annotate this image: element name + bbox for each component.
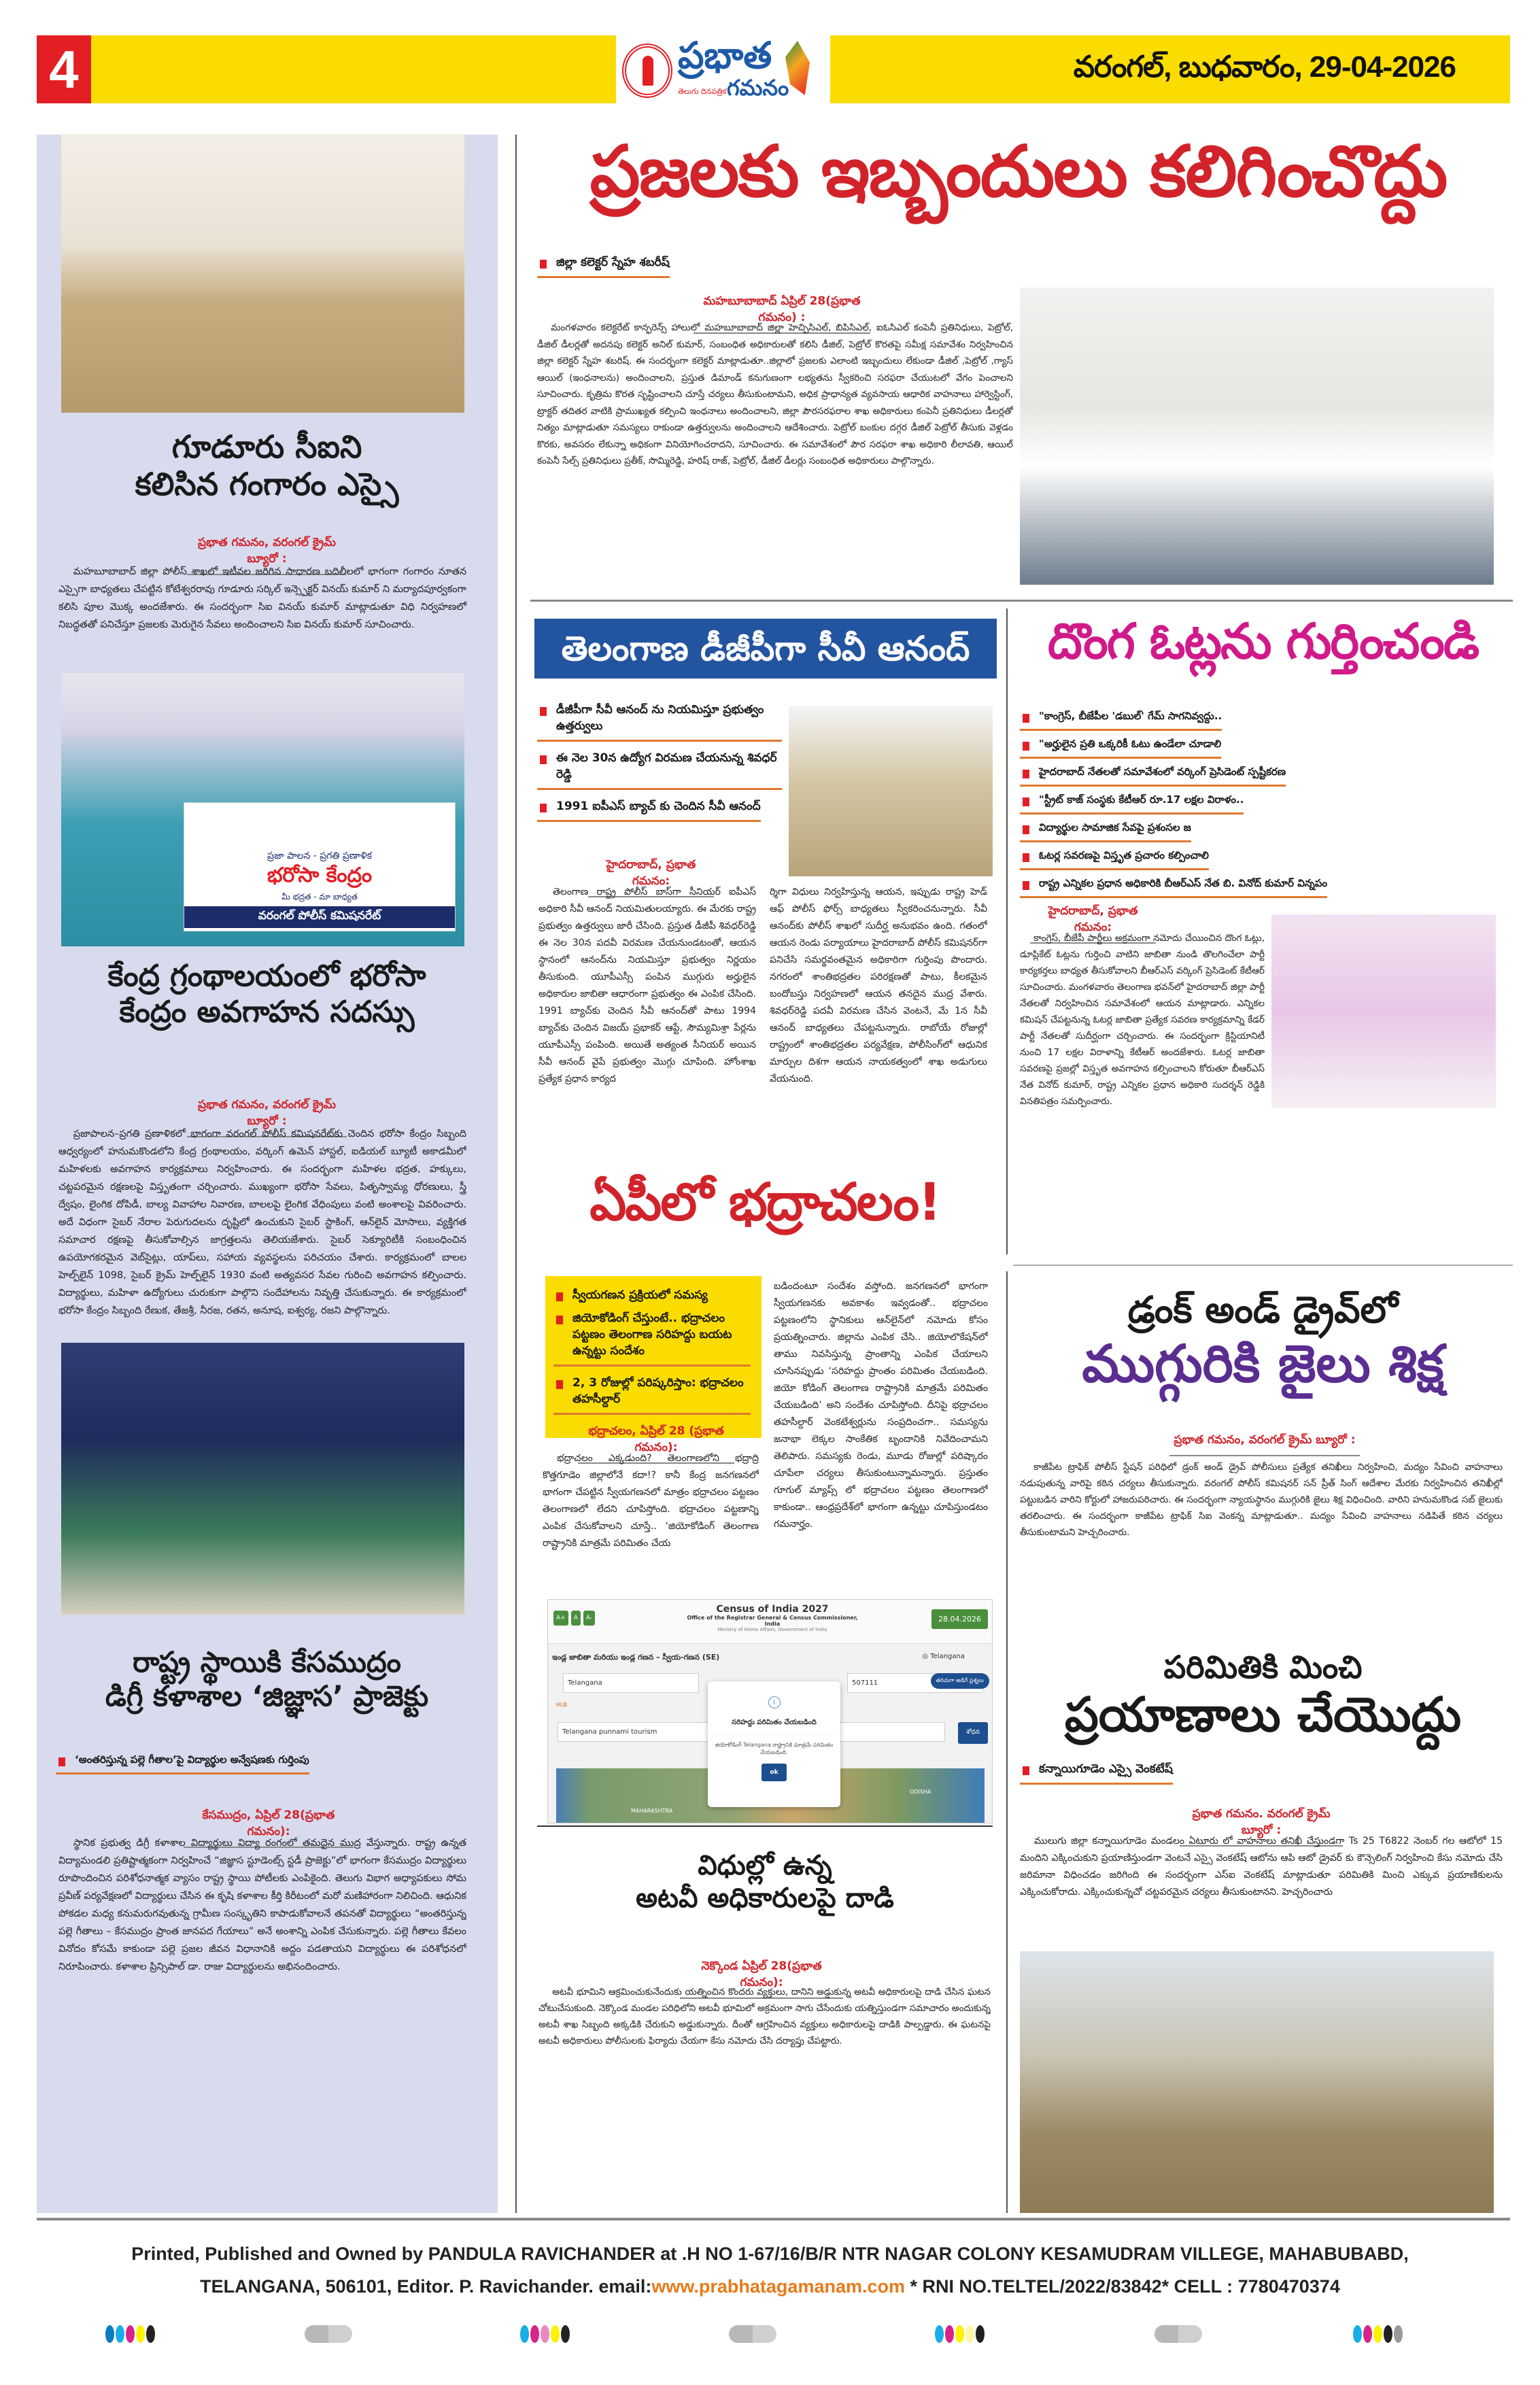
color-dot <box>945 2325 954 2343</box>
banner-title: భరోసా కేంద్రం <box>267 863 373 887</box>
article-body: స్థానిక ప్రభుత్వ డిగ్రీ కళాశాల విద్యార్థులు విద్యా రంగంలో తమదైన ముద్ర వేస్తున్నారు. రాష్ట్ర ఉన్నత విద్యామండలి ప్రతిష్టాత్మకంగా నిర్వహించే “జిజ్ఞాస స్టూడెంట్స్ స్టడీ ప్రాజెక్టు”లో భాగంగా కేసముద్రం విద్యార్థులు రూపొందించిన పరిశోధనాత్మక వ్యాసం రాష్ట్ర స్థాయి పోటీలకు ఎంపికైంది. తెలుగు విభాగ అధ్యాపకులు సోమ ప్రవీణ్ పర్యవేక్షణలో విద్యార్థులు చేసిన ఈ కృషి కళాశాల కీర్తి కిరీటంలో మరో మణిహారంగా నిలిచింది. ఆధునిక పోకడల మధ్య కనుమరుగవుతున్న గ్రామీణ సంస్కృతిని కాపాడుకోవాలనే తపనతో విద్యార్థులు “అంతరిస్తున్న పల్లె గీతాలు – కేసముద్రం ప్రాంత జానపద గేయాలు” అనే అంశాన్ని ఎంపిక చేసుకున్నారు. పల్లె గీతాలు కేవలం వినోదం కోసమే కాకుండా పల్లె ప్రజల జీవన విధానానికి అద్దం పడతాయని విద్యార్థులు ఈ పరిశోధనలో నిరూపించారు. కళాశాల ప్రిన్సిపాల్ డా. రాజు విద్యార్థులను అభినందించారు. <box>58 1838 466 1972</box>
bullet-item: స్వీయగణన ప్రక్రియలో సమస్య <box>553 1286 708 1309</box>
dateline: కేసముద్రం, ఏప్రిల్ 28(ప్రభాత గమనం): <box>184 1808 354 1848</box>
logo-leaf-icon <box>785 41 810 95</box>
globe-icon: ◎ <box>922 1653 931 1660</box>
headline-overload <box>1013 1649 1513 1743</box>
dateline: మహబూబాబాద్ ఏప్రిల్ 28(ప్రభాత గమనం) : <box>694 294 870 334</box>
photo-ktr-speaking <box>1271 914 1496 1108</box>
photo-auto-inspection <box>1020 1951 1494 2213</box>
headline-fake-votes: దొంగ ఓట్లను గుర్తించండి <box>1047 613 1479 670</box>
registration-mark <box>729 2325 776 2343</box>
map-label: ODISHA <box>910 1789 931 1795</box>
banner-line: మీ భద్రత - మా బాధ్యత <box>281 892 358 902</box>
logo-title: ప్రభాత <box>678 34 772 77</box>
headline-gudur-ci <box>41 428 493 503</box>
bullet-item: 1991 ఐపీఎస్ బ్యాచ్ కు చెందిన సీవీ ఆనంద్ <box>537 797 761 822</box>
article-body: కాజీపేట ట్రాఫిక్ పోలీస్ స్టేషన్ పరిధిలో డ్రంక్ అండ్ డ్రైవ్ పోలీసులు ప్రత్యేక తనిఖీలు నిర్వహించి, మద్యం సేవించి వాహనాలు నడుపుతున్న వారిపై కఠిన చర్యలు తీసుకున్నారు. వరంగల్ పోలీస్ కమిషనర్ సన్ ప్రీత్ సింగ్ ఆదేశాల మేరకు నిర్వహించిన తనిఖీల్లో పట్టుబడిన వారిని కోర్టులో హాజరుపరిచారు. ఈ సందర్భంగా న్యాయస్థానం ముగ్గురికి జైలు శిక్ష విధించింది. వారిని హనుమకొండ సబ్ జైలుకు తరలించారు. ఈ సందర్భంగా కాజీపేట ట్రాఫిక్ సిఐ వెంకన్న మాట్లాడుతూ.. మద్యం సేవించి వాహనాలు నడిపితే కఠిన చర్యలు తీసుకుంటామని హెచ్చరించారు. <box>1020 1462 1503 1538</box>
color-dot <box>1363 2325 1372 2343</box>
dialog-message: జియోకోడింగ్ Telangana రాష్ట్రానికి మాత్రమే పరిమితం చేయబడింది. <box>715 1742 834 1755</box>
dateline: హైదరాబాద్, ప్రభాత గమనం: <box>588 858 714 897</box>
bullet-item: జియోకోడింగ్ చేస్తుంటే.. భద్రాచలం పట్టణం తెలంగాణ సరిహద్దు బయట ఉన్నట్టు సందేశం <box>553 1309 751 1367</box>
boundary-restricted-dialog <box>708 1681 840 1807</box>
ok-button[interactable]: ok <box>762 1764 786 1781</box>
column-divider <box>1006 1271 1008 2213</box>
color-dot <box>1373 2325 1382 2343</box>
section-divider <box>530 600 1513 602</box>
census-header <box>548 1600 992 1644</box>
headline-line: ముగ్గురికి జైలు శిక్ష <box>1082 1333 1444 1394</box>
headline-line: పరిమితికి మించి <box>1163 1649 1363 1685</box>
photo-cv-anand <box>789 706 993 876</box>
font-size-buttons <box>553 1611 595 1626</box>
headline-line: కేంద్రం అవగాహన సదస్సు <box>119 994 415 1029</box>
dateline: ప్రభాత గమనం, వరంగల్ క్రైమ్ బ్యూరో : <box>187 1098 347 1137</box>
newspaper-logo <box>622 34 826 105</box>
search-button[interactable]: శోధన <box>958 1722 988 1744</box>
article-body: అటవీ భూమిని ఆక్రమించుకునేందుకు యత్నించిన కొందరు వ్యక్తులు, దానిని అడ్డుకున్న అటవీ అధికారులపై దాడి చేసిన ఘటన చోటుచేసుకుంది. నెక్కొండ మండల పరిధిలోని అటవీ భూమిలో అక్రమంగా సాగు చేసేందుకు యత్నిస్తుండగా సమాచారం అందుకున్న అటవీ శాఖ సిబ్బంది అక్కడికి చేరుకుని అడ్డుకున్నారు. దీంతో ఆగ్రహించిన వ్యక్తులు అధికారులపై దాడికి పాల్పడ్డారు. ఈ ఘటనపై అటవీ అధికారులు పోలీసులకు ఫిర్యాదు చేయగా కేసు నమోదు చేసి దర్యాప్తు చేపట్టారు. <box>538 1987 991 2046</box>
color-dot <box>1353 2325 1362 2343</box>
masthead-band-right <box>830 35 1510 103</box>
bullet-item: ‘అంతరిస్తున్న పల్లె గీతాల’పై విద్యార్థుల అన్వేషణకు గుర్తింపు <box>56 1751 309 1774</box>
masthead-band-left <box>91 35 616 103</box>
bullet-item: కన్నాయిగూడెం ఎస్సై వెంకటేష్ <box>1020 1760 1173 1785</box>
state-selector-label: Telangana <box>930 1653 965 1660</box>
color-dot <box>965 2325 974 2343</box>
section-divider <box>1013 1265 1513 1266</box>
article-body: మంగళవారం కలెక్టరేట్ కాన్ఫరెన్స్ హాలులో మహబూబాబాద్ జిల్లా హెచ్పిసిఎల్, బిపిసిఎల్, ఐఓసిఎల్ కంపెనీ ప్రతినిధులు, పెట్రోల్, డీజిల్ డీలర్లతో అదనపు కలెక్టర్ అనిల్ కుమార్, సంబంధిత అధికారులతో కలిసి డీజిల్, పెట్రోల్ కొరతపై సమీక్ష సమావేశం నిర్వహించిన జిల్లా కలెక్టర్ స్నేహ శబరిష్. ఈ సందర్భంగా కలెక్టర్ మాట్లాడుతూ..జిల్లాలో ప్రజలకు ఎలాంటి ఇబ్బందులు లేకుండా డీజిల్ ,పెట్రోల్ ,గ్యాస్ ఆయిల్ (ఇంధనాలను) అందించాలని, ప్రస్తుత డిమాండ్ కనుగుణంగా లభ్యతను స్వీకరించి సరఫరా చేయుటలో వేగం పెంచాలని సూచించారు. కృత్రిమ కొరత సృష్టించాలని చూస్తే చర్యలు తీసుకుంటామని, అధిక ప్రాధాన్యత వ్యవసాయ ఆధారిక వాహనాలు హార్వెస్టింగ్, ట్రాక్టర్ తదితర వాటికి ప్రాముఖ్యత కల్పించి ఇంధనాలు అందించాలని, జిల్లా పౌరసరఫరాల శాఖ అధికారులు కంపెనీ ప్రతినిధులు డీలర్లతో నిత్యం మాట్లాడుతూ సమస్యలు రాకుండా ఉత్తర్వులను అందించాలని ఆదేశించారు. పెట్రోల్ బంకుల దగ్గర డీజిల్ పెట్రోల్ తీసుకు వెళ్లడం కొరకు, అవసరం లేకున్నా అధికంగా వినియోగించరాదని, సూచించారు. ఈ సమావేశంలో పౌర సరఫరా శాఖ అధికారి లీలావతి, ఆయిల్ కంపెనీ సేల్స్ ప్రతినిధులు ప్రతీక్, సొమ్మిరెడ్డి, హరిష్ రాజ్, పెట్రోల్, డీజిల్ డీలర్లు సంబంధిత అధికారులు పాల్గొన్నారు. <box>537 322 1013 466</box>
article-body: ప్రజాపాలన–ప్రగతి ప్రణాళికలో భాగంగా వరంగల్ పోలీస్ కమిషనరేట్‌కు చెందిన భరోసా కేంద్రం సిబ్బంది ఆధ్వర్యంలో హనుమకొండలోని కేంద్ర గ్రంథాలయం, వర్కింగ్ ఉమెన్ హాస్టల్, ఐడియల్ బ్యూటీ అకాడమీలో మహిళలకు అవగాహన కార్యక్రమాలు నిర్వహించారు. ఈ సందర్భంగా మహిళల భద్రత, హక్కులు, చట్టపరమైన రక్షణలపై విస్తృతంగా చర్చించారు. ముఖ్యంగా భరోసా సేవలు, పితృస్వామ్య ధోరణులు, స్త్రీ ద్వేషం, లైంగిక దోపిడీ, బాల్య వివాహాల నివారణ, బాలలపై లైంగిక వేధింపులు వంటి అంశాలపై వివరించారు. అదే విధంగా సైబర్ నేరాల పెరుగుదలను దృష్టిలో ఉంచుకుని సైబర్ స్టాకింగ్, ఆన్‌లైన్ మోసాలు, వ్యక్తిగత సమాచార రక్షణపై తీసుకోవాల్సిన జాగ్రత్తలను తెలియజేశారు. సైబర్ సెక్యూరిటీకి సంబంధించిన ఉపయోగకరమైన వెబ్‌సైట్లు, యాప్‌లు, సహాయ వ్యవస్థలను పరిచయం చేశారు. కార్యక్రమంలో బాలల హెల్ప్‌లైన్ 1098, సైబర్ క్రైమ్ హెల్ప్‌లైన్ 1930 వంటి అత్యవసర సేవల గురించి అవగాహన కల్పించారు. విద్యార్థులు, మహిళా ఉద్యోగులు చురుకుగా పాల్గొని సందేహాలను నివృత్తి చేసుకున్నారు. ఈ కార్యక్రమంలో భరోసా కేంద్రం సిబ్బంది రేణుక, తేజశ్రీ, నీరజ, రతన, అనూష, ఐశ్వర్య, రజని పాల్గొన్నారు. <box>58 1129 466 1316</box>
subheading-bullets <box>56 1751 309 1781</box>
color-dot <box>136 2325 145 2343</box>
imprint-line-2 <box>0 2276 1540 2297</box>
article-body: భద్రాచలం ఎక్కడుంది? తెలంగాణలోని భద్రాద్రి కొత్తగూడెం జిల్లాలోనే కదా!? కానీ కేంద్ర జనగణనలో భాగంగా చేపట్టిన స్వీయగణనలో మాత్రం భద్రాచలం పట్టణం తెలంగాణలో లేదని చూపిస్తోంది. భద్రాచలం పట్టణాన్ని ఎంపిక చేసుకోవాలని చూస్తే.. ‘జియోకోడింగ్ తెలంగాణ రాష్ట్రానికి మాత్రమే పరిమితం చేయ <box>543 1453 759 1549</box>
headline-line: విధుల్లో ఉన్న <box>698 1850 832 1881</box>
article-body: మహబూబాబాద్ జిల్లా పోలీస్ శాఖలో ఇటీవల జరిగిన సాధారణ బదిలీలలో భాగంగా గంగారం నూతన ఎస్సైగా బాధ్యతలు చేపట్టిన కోటేశ్వరరావు గూడూరు సర్కిల్ ఇన్స్పెక్టర్ వినయ్ కుమార్ ని మర్యాదపూర్వకంగా కలిసి పూల మొక్క అందజేశారు. ఈ సందర్భంగా సిఐ వినయ్ కుమార్ మాట్లాడుతూ విధి నిర్వహణలో నిబద్ధతతో పనిచేస్తూ ప్రజలకు మెరుగైన సేవలు అందించాలని సిఐ వినయ్ కుమార్ సూచించారు. <box>58 566 466 630</box>
issue-dateline: వరంగల్, బుధవారం, 29-04-2026 <box>1073 50 1456 84</box>
logo-emblem-icon <box>622 44 672 98</box>
color-dot <box>541 2325 549 2343</box>
logo-subtitle: గమనం <box>727 75 789 101</box>
color-dot <box>520 2325 529 2343</box>
photo-police-officers <box>61 134 464 413</box>
grey-bar <box>729 2325 776 2343</box>
color-dot <box>146 2325 155 2343</box>
headline-bharosa <box>41 959 493 1031</box>
census-portal-screenshot <box>547 1599 993 1823</box>
census-title-block <box>684 1604 861 1632</box>
banner-line: ప్రజా పాలన - ప్రగతి ప్రణాళిక <box>267 851 372 861</box>
photo-award-ceremony <box>61 1343 464 1615</box>
grey-bar <box>305 2325 352 2343</box>
registration-mark <box>935 2325 985 2343</box>
bullet-item: రాష్ట్ర ఎన్నికల ప్రధాన అధికారికి బీఆర్ఎస్ నేత బి. వినోద్ కుమార్ విన్నపం <box>1020 874 1327 898</box>
font-normal-button[interactable]: A <box>571 1611 581 1626</box>
headline-forest-attack <box>537 1849 993 1915</box>
bullet-item: ఓటర్ల సవరణపై విస్తృత ప్రచారం కల్పించాలి <box>1020 846 1209 870</box>
census-ministry: Ministry of Home Affairs, Government of India <box>717 1627 827 1632</box>
bullet-item: "అర్హులైన ప్రతి ఒక్కరికీ ఓటు ఉండేలా చూడాలి <box>1020 735 1221 759</box>
headline-line: ప్రయాణాలు చేయొద్దు <box>1064 1687 1462 1743</box>
color-dot <box>116 2325 124 2343</box>
headline-bhadrachalam: ఏపీలో భద్రాచలం! <box>589 1171 940 1232</box>
bullet-item: డీజీపీగా సీవీ ఆనంద్ ను నియమిస్తూ ప్రభుత్వం ఉత్తర్వులు <box>537 700 782 742</box>
dateline: ప్రభాత గమనం. వరంగల్ క్రైమ్ బ్యూరో : <box>1180 1807 1343 1847</box>
census-warning: HLB <box>556 1702 567 1708</box>
headline-line: అటవీ అధికారులపై దాడి <box>636 1883 894 1914</box>
footer-divider <box>37 2218 1510 2220</box>
headline-line: డిగ్రీ కళాశాల ‘జిజ్ఞాస’ ప్రాజెక్టు <box>105 1679 429 1713</box>
article-body: బడిందంటూ సందేశం వస్తోంది. జనగణనలో భాగంగా స్వీయగణనకు అవకాశం ఇవ్వడంతో.. భద్రాచలం పట్టణంలోని స్థానికులు ఆన్‌లైన్‌లో నమోదు కోసం ప్రయత్నించారు. జిల్లాను ఎంపిక చేసి.. జియోలొకేషన్‌లో తాము నివసిస్తున్న ప్రాంతాన్ని ఎంపిక చేయాలని చూసినప్పుడు ‘సరిహద్దు ప్రాంతం పరిమితం చేయబడింది. జియో కోడింగ్ తెలంగాణ రాష్ట్రానికి మాత్రమే పరిమితం చేయబడింది’ అని సందేశం చూపిస్తోంది. దీనిపై భద్రాచలం తహసీల్దార్ వెంకటేశ్వర్లును సంప్రదించగా.. సమస్యను జనాభా లెక్కల సాంకేతిక బృందానికి నివేదించామని తెలిపారు. సమస్యకు రెండు, మూడు రోజుల్లో పరిష్కారం చూపేలా చర్యలు తీసుకుంటున్నామన్నారు. ప్రస్తుతం గూగుల్ మ్యాప్స్ లో భద్రాచలం పట్టణం తెలంగాణలో కాకుండా.. ఆంధ్రప్రదేశ్‌లో భాగంగా ఉన్నట్టు చూపిస్తుండటం గమనార్హం. <box>774 1281 988 1530</box>
lead-headline: ప్రజలకు ఇబ్బందులు కలిగించొద్దు <box>589 130 1447 213</box>
section-divider <box>537 1825 993 1827</box>
article-body: కాంగ్రెస్, బీజేపీ పార్టీలు అక్రమంగా నమోదు చేయించిన దొంగ ఓట్లు, డూప్లికేట్ ఓట్లను గుర్తించి వాటిని జాబితా నుండి తొలగించేలా పార్టీ కార్యకర్తలు బాధ్యత తీసుకోవాలని బీఆర్‌ఎస్ వర్కింగ్ ప్రెసిడెంట్ కేటీఆర్ సూచించారు. మంగళవారం తెలంగాణ భవన్‌లో హైదరాబాద్ జిల్లా పార్టీ నేతలతో నిర్వహించిన సమావేశంలో ఆయన మాట్లాడారు. ఎన్నికల కమిషన్ చేపట్టనున్న ఓటర్ల జాబితా ప్రత్యేక సవరణ కార్యక్రమాన్ని కేడర్ పార్టీ నేతలతో సుదీర్ఘంగా చర్చించారు. ఈ సందర్భంగా క్రిస్టియానిటీ నుంచి 17 లక్షల విరాళాన్ని కేటీఆర్ అందజేశారు. ఓటర్ల జాబితా సవరణపై ప్రజల్లో విస్తృత అవగాహన కల్పించాలని కోరుతూ బీఆర్‌ఎస్ నేత వినోద్ కుమార్, రాష్ట్ర ఎన్నికల ప్రధాన అధికారి సుదర్శన్ రెడ్డికి వినతిపత్రం సమర్పించారు. <box>1020 933 1265 1107</box>
website-link[interactable]: www.prabhatagamanam.com <box>651 2276 906 2297</box>
logo-tagline: తెలుగు దినపత్రిక <box>678 87 727 96</box>
dialog-title: సరిహద్దు పరిమితం చేయబడింది <box>713 1718 835 1735</box>
headline-dgp: తెలంగాణ డీజీపీగా సీవీ ఆనంద్ <box>534 619 997 679</box>
subheading-bullets <box>1020 707 1327 902</box>
color-dot <box>1394 2325 1403 2343</box>
state-field[interactable]: Telangana <box>563 1673 699 1693</box>
headline-jignasa <box>41 1645 493 1714</box>
bullet-item: విద్యార్థుల సామాజిక సేవపై ప్రశంసల జ <box>1020 819 1191 842</box>
census-subtitle: Office of the Registrar General & Census Commissioner, India <box>687 1615 858 1627</box>
registration-mark <box>520 2325 570 2343</box>
article-body: ర్శిగా విధులు నిర్వహిస్తున్న ఆయన, ఇప్పుడు రాష్ట్ర హెడ్ ఆఫ్ పోలీస్ ఫోర్స్ బాధ్యతలు స్వీకరించనున్నారు. సీవీ ఆనంద్‌కు పోలీస్ శాఖలో సుదీర్ఘ అనుభవం ఉంది. గతంలో ఆయన రెండు పర్యాయాలు హైదరాబాద్ పోలీస్ కమిషనర్‌గా పనిచేసి సమర్థవంతమైన అధికారిగా గుర్తింపు పొందారు. నగరంలో శాంతిభద్రతల పరిరక్షణతో పాటు, కీలకమైన బందోబస్తు నిర్వహణలో ఆయన తనదైన ముద్ర వేశారు. శివధర్‌రెడ్డి పదవీ విరమణ చేసిన వెంటనే, మే 1న సీవీ ఆనంద్ బాధ్యతలు చేపట్టనున్నారు. రాబోయే రోజుల్లో రాష్ట్రంలో శాంతిభద్రతల పర్యవేక్షణ, పోలీసింగ్‌లో ఆధునిక మార్పుల దిశగా ఆయన నాయకత్వంలో శాఖ అడుగులు వేయనుంది. <box>770 887 987 1084</box>
registration-mark <box>1353 2325 1403 2343</box>
imprint-line-1: Printed, Published and Owned by PANDULA RAVICHANDER at .H NO 1-67/16/B/R NTR NAGAR COLONY KESAMUDRAM VILLEGE, MAHABUBABD, <box>131 2244 1409 2264</box>
page-number: 4 <box>37 35 91 103</box>
grey-bar <box>1154 2325 1202 2343</box>
photo-bharosa-awareness <box>61 673 464 946</box>
pincode-field[interactable]: 507111 <box>847 1673 983 1693</box>
bullet-item: ఈ నెల 30న ఉద్యోగ విరమణ చేయనున్న శివధర్ రెడ్డి <box>537 749 782 790</box>
subheading-bullets <box>537 253 670 285</box>
landmark-field[interactable]: Telangana punnami tourism <box>558 1722 945 1742</box>
registration-mark <box>105 2325 155 2343</box>
faq-button[interactable]: తరచుగా అడిగే ప్రశ్నలు <box>931 1673 989 1689</box>
headline-line: రాష్ట్ర స్థాయికి కేసముద్రం <box>133 1645 401 1679</box>
subheading-bullets <box>553 1286 751 1422</box>
bullet-item: "కాంగ్రెస్, బీజేపీల 'డబుల్' గేమ్ సాగనివ్వద్దు.. <box>1020 707 1222 731</box>
imprint-rni: * RNI NO.TELTEL/2022/83842* CELL : 7780470374 <box>905 2276 1340 2297</box>
dateline: ప్రభాత గమనం, వరంగల్ క్రైమ్ బ్యూరో : <box>187 536 347 575</box>
headline-line: కలిసిన గంగారం ఎస్సై <box>135 466 399 503</box>
bharosa-banner <box>184 802 456 931</box>
headline-line: కేంద్ర గ్రంథాలయంలో భరోసా <box>107 959 426 993</box>
highlights-box <box>545 1276 762 1438</box>
article-body: తెలంగాణ రాష్ట్ర పోలీస్ బాస్‌గా సీనియర్ ఐపీఎస్ అధికారి సీవీ ఆనంద్ నియమితులయ్యారు. ఈ మేరకు రాష్ట్ర ప్రభుత్వం ఉత్తర్వులు జారీ చేసింది. ప్రస్తుత డీజీపీ శివధర్‌రెడ్డి ఈ నెల 30న పదవీ విరమణ చేయనుండటంతో, ఆయన స్థానంలో ఆనంద్‌ను నియమిస్తూ ప్రభుత్వం నిర్ణయం తీసుకుంది. యూపీఎస్సీ పంపిన ముగ్గురు అర్హులైన అధికారుల జాబితా ఆధారంగా ప్రభుత్వం ఈ ఎంపిక చేసింది. 1991 బ్యాచ్‌కు చెందిన సీవీ ఆనంద్‌తో పాటు 1994 బ్యాచ్‌కు చెందిన విజయ్ ప్రభాకర్ ఆప్టే, సౌమ్యమిశ్రా పేర్లను యూపీఎస్సీ పంపింది. అయితే అత్యంత సీనియర్ అయిన సీవీ ఆనంద్ వైపే ప్రభుత్వం మొగ్గు చూపింది. హోంశాఖ ప్రత్యేక ప్రధాన కార్యద <box>538 887 756 1084</box>
font-decrease-button[interactable]: A- <box>583 1611 595 1626</box>
bullet-item: 2, 3 రోజుల్లో పరిష్కరిస్తాం: భద్రాచలం తహసీల్దార్ <box>553 1373 751 1415</box>
color-dot <box>530 2325 539 2343</box>
color-dot <box>105 2325 114 2343</box>
photo-collector-meeting <box>1020 288 1494 585</box>
bullet-item: జిల్లా కలెక్టర్ స్నేహ శబరీష్ <box>537 253 670 278</box>
color-dot <box>1384 2325 1392 2343</box>
headline-drunk-drive <box>1013 1288 1513 1394</box>
map-label: MAHARASHTRA <box>631 1808 673 1814</box>
color-dot <box>561 2325 570 2343</box>
state-selector[interactable] <box>922 1653 965 1660</box>
color-dot <box>955 2325 964 2343</box>
dateline: హైదరాబాద్, ప్రభాత గమనం: <box>1030 904 1156 944</box>
column-divider <box>1006 608 1008 1254</box>
registration-mark <box>305 2325 352 2343</box>
bullet-item: హైదరాబాద్ నేతలతో సమావేశంలో వర్కింగ్ ప్రెసిడెంట్ స్పష్టీకరణ <box>1020 763 1286 787</box>
subheading-bullets <box>537 700 782 829</box>
imprint-text: TELANGANA, 506101, Editor. P. Ravichander. email: <box>200 2276 652 2297</box>
bullet-item: "స్ట్రీట్ కాజ్ సంస్థకు కేటీఆర్ రూ.17 లక్షల విరాళం.. <box>1020 791 1244 814</box>
font-increase-button[interactable]: A+ <box>553 1611 568 1626</box>
article-body: ములుగు జిల్లా కన్నాయిగూడెం మండలం ఏటూరు లో వాహనాలు తనిఖీ చేస్తుండగా Ts 25 T6822 నెంబర్ గల ఆటోలో 15 మందిని ఎక్కించుకుని ప్రయాణిస్తుండగా వెంటనే ఎస్సై వెంకటేష్ ఆటోను ఆపి ఆటో డ్రైవర్ కు కౌన్సెలింగ్ నిర్వహించి కేసు నమోదు చేసి జరిమానా విధించడం జరిగింది ఈ సందర్భంగా ఎస్ఐ వెంకటేష్ మాట్లాడుతూ పరిమితికి మించి ఎక్కువ ప్రయాణికులను ఎక్కించుకోరాదు. ఎక్కించుకున్నచో చట్టపరమైన చర్యలు తీసుకుంటానని. హెచ్చరించారు <box>1020 1836 1503 1898</box>
color-dot <box>126 2325 135 2343</box>
dateline: ప్రభాత గమనం, వరంగల్ క్రైమ్ బ్యూరో : <box>1169 1433 1360 1456</box>
registration-mark <box>1154 2325 1202 2343</box>
headline-line: గూడూరు సీఐని <box>171 428 362 465</box>
census-date-badge: 28.04.2026 <box>931 1609 988 1629</box>
info-icon: i <box>768 1696 781 1709</box>
column-divider <box>515 135 517 2213</box>
census-page-heading: ఇండ్ల జాబితా మరియు ఇండ్ల గణన – స్వీయ-గణన (SE) <box>552 1653 720 1662</box>
color-dot <box>935 2325 944 2343</box>
color-dot <box>976 2325 985 2343</box>
dateline: నెక్కొండ ఏప్రిల్ 28(ప్రభాత గమనం): <box>680 1959 843 1999</box>
subheading-bullets <box>1020 1760 1173 1791</box>
census-title: Census of India 2027 <box>716 1604 829 1615</box>
color-dot <box>551 2325 560 2343</box>
banner-footer: వరంగల్ పోలీస్ కమిషనరేట్ <box>184 906 455 928</box>
headline-line: డ్రంక్ అండ్ డ్రైవ్‌లో <box>1127 1288 1399 1331</box>
dateline: భద్రాచలం, ఏప్రిల్ 28 (ప్రభాత గమనం): <box>578 1424 734 1464</box>
